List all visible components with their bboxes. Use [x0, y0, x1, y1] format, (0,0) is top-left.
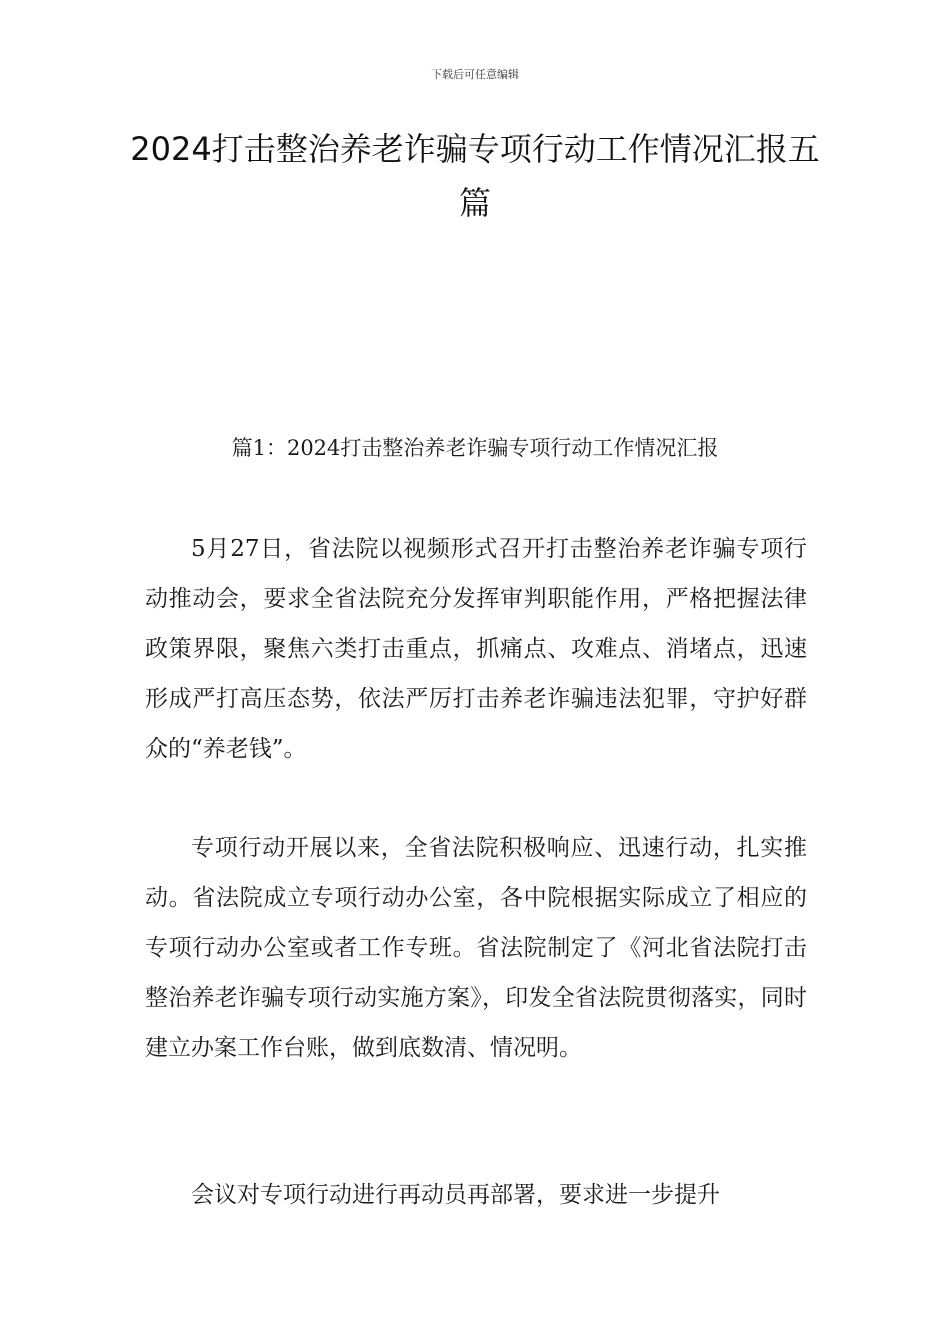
document-title: 2024打击整治养老诈骗专项行动工作情况汇报五篇	[130, 130, 820, 222]
body-paragraph-1: 5月27日，省法院以视频形式召开打击整治养老诈骗专项行动推动会，要求全省法院充分发挥审判职能作用，严格把握法律政策界限，聚焦六类打击重点，抓痛点、攻难点、消堵点，迅速形成严打高压态势，依法严厉打击养老诈骗违法犯罪，守护好群众的“养老钱”。	[145, 536, 807, 762]
section-heading: 篇1：2024打击整治养老诈骗专项行动工作情况汇报	[231, 436, 719, 460]
header-note: 下载后可任意编辑	[431, 68, 519, 81]
body-paragraph-3: 会议对专项行动进行再动员再部署，要求进一步提升	[191, 1182, 720, 1208]
body-paragraph-2: 专项行动开展以来，全省法院积极响应、迅速行动，扎实推动。省法院成立专项行动办公室，各中院根据实际成立了相应的专项行动办公室或者工作专班。省法院制定了《河北省法院打击整治养老诈骗专项行动实施方案》，印发全省法院贯彻落实，同时建立办案工作台账，做到底数清、情况明。	[145, 835, 807, 1061]
